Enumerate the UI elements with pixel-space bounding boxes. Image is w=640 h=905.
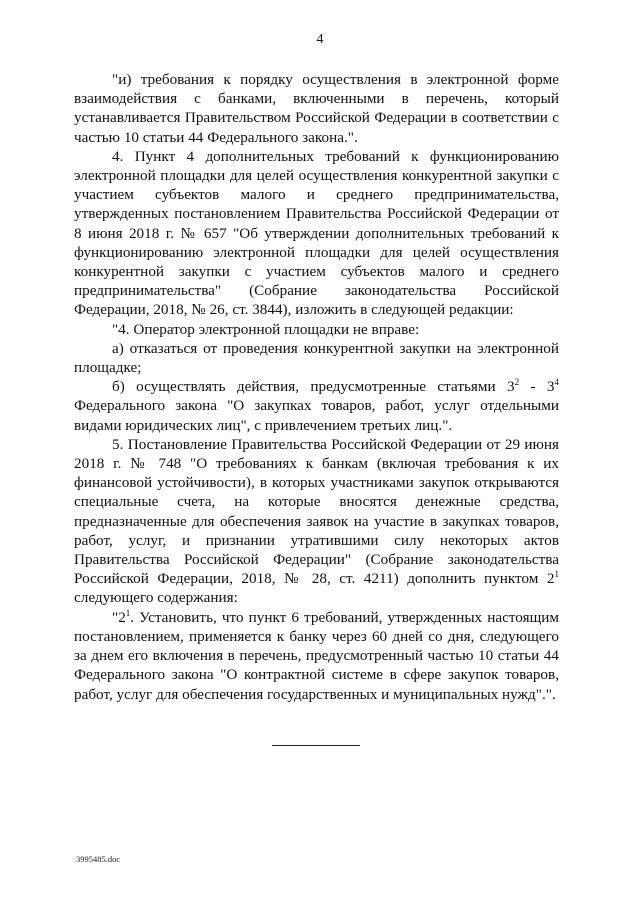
paragraph-text: Федерального закона "О закупках товаров, работ, услуг отдельными видами юридических лиц", с привлечением третьих лиц.".: [74, 397, 559, 434]
paragraph-item-i: "и) требования к порядку осуществления в электронной форме взаимодействия с банками, включенными в перечень, который устанавливается Правительством Российской Федерации в соответствии с частью 10 статьи 44 Федерального закона.".: [74, 71, 559, 146]
paragraph-text: "2: [112, 608, 126, 626]
superscript: 1: [125, 607, 131, 618]
paragraph-subitem-b: [74, 377, 559, 435]
end-separator-line: [272, 745, 360, 746]
paragraph-text: 5. Постановление Правительства Российской Федерации от 29 июня 2018 г. № 748 "О требованиях к банкам (включая требования к их финансовой устойчивости), в которых участниками закупок открываются специальные счета, на которые вносятся денежные средства, предназначенные для обеспечения заявок на участие в закупках товаров, работ, услуг, и признании утратившими силу некоторых актов Правительства Российской Федерации" (Собрание законодательства Российской Федерации, 2018, № 28, ст. 4211) дополнить пунктом 2: [74, 435, 559, 588]
paragraph-text: б) осуществлять действия, предусмотренные статьями 3: [112, 378, 515, 396]
page-number: 4: [316, 32, 324, 47]
paragraph-subitem-a: а) отказаться от проведения конкурентной закупки на электронной площадке;: [74, 339, 559, 377]
superscript: 2: [514, 377, 520, 388]
paragraph-text: следующего содержания:: [74, 589, 238, 607]
paragraph-point-4: 4. Пункт 4 дополнительных требований к функционированию электронной площадки для целей осуществления конкурентной закупки с участием субъектов малого и среднего предпринимательства, утвержденных постановлением Правительства Российской Федерации от 8 июня 2018 г. № 657 "Об утверждении дополнительных требований к функционированию электронной площадки для целей осуществления конкурентной закупки с участием субъектов малого и среднего предпринимательства" (Собрание законодательства Российской Федерации, 2018, № 26, ст. 3844), изложить в следующей редакции:: [74, 147, 559, 319]
superscript: 1: [554, 569, 559, 580]
document-body: [74, 70, 559, 704]
paragraph-text: - 3: [519, 378, 555, 396]
superscript: 4: [554, 377, 559, 388]
paragraph-text: . Установить, что пункт 6 требований, утвержденных настоящим постановлением, применяется к банку через 60 дней со дня, следующего за днем его включения в перечень, предусмотренный частью 10 статьи 44 Федерального закона "О контрактной системе в сфере закупок товаров, работ, услуг для обеспечения государственных и муниципальных нужд".".: [74, 608, 559, 703]
paragraph-point-5: [74, 435, 559, 608]
document-code: 3995485.doc: [76, 854, 121, 864]
paragraph-point-2-1: [74, 608, 559, 704]
paragraph-operator-restrictions: "4. Оператор электронной площадки не вправе:: [112, 320, 420, 338]
